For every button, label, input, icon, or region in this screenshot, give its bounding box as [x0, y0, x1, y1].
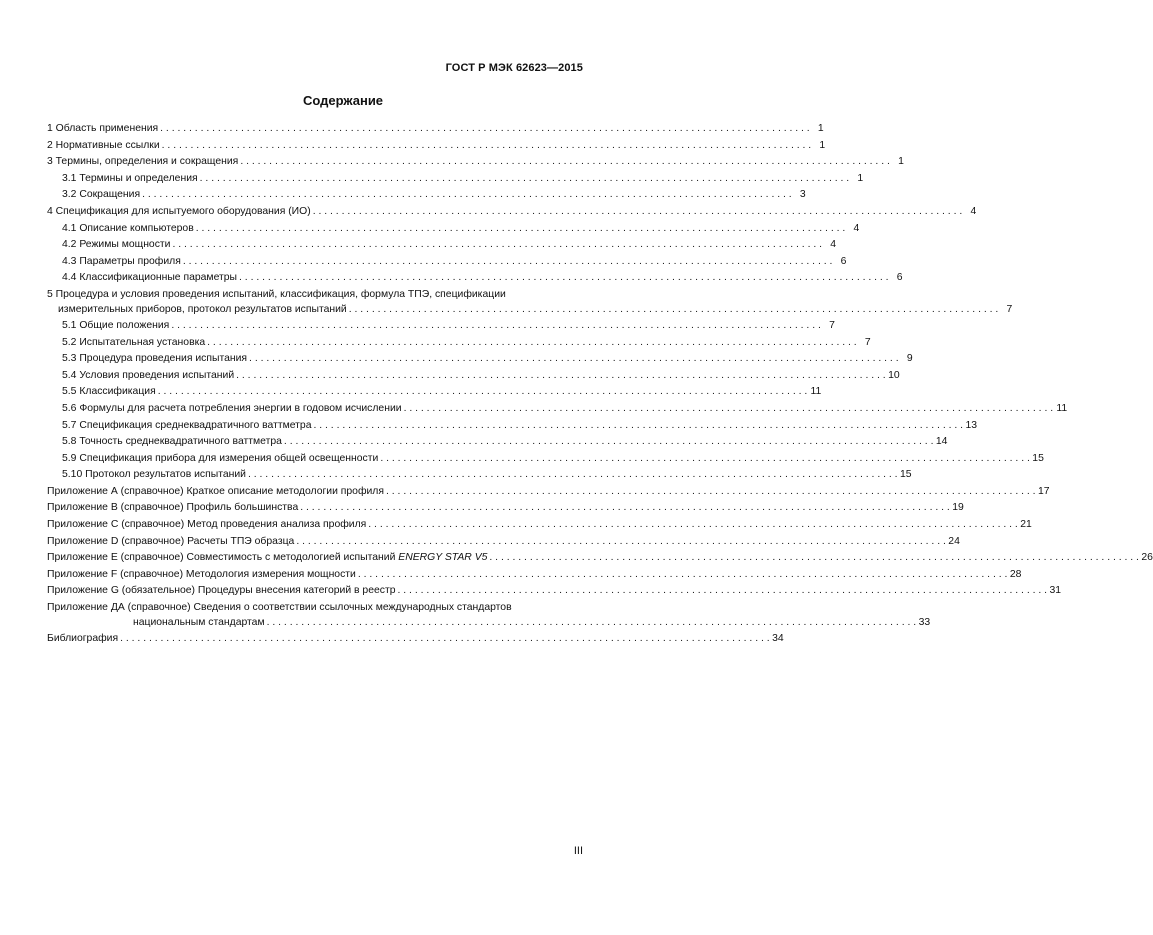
toc-entry-page: 11	[810, 386, 822, 398]
toc-entry-label: Приложение В (справочное) Профиль большинства	[47, 502, 299, 514]
leader-dots	[162, 138, 812, 155]
toc-entry-label: 5.4 Условия проведения испытаний	[62, 369, 235, 381]
toc-entry[interactable]	[47, 550, 1153, 567]
toc-entry[interactable]	[47, 171, 864, 188]
toc-entry[interactable]	[47, 467, 912, 484]
toc-entry-label: Приложение D (справочное) Расчеты ТПЭ образца	[47, 535, 295, 547]
toc-entry-page: 34	[772, 633, 784, 645]
toc-entry-label: 4.3 Параметры профиля	[62, 255, 181, 267]
toc-entry-label: Приложение G (обязательное) Процедуры внесения категорий в реестр	[47, 585, 396, 597]
toc-entry-label: 2 Нормативные ссылки	[47, 139, 160, 151]
toc-entry[interactable]	[47, 418, 978, 435]
toc-entry[interactable]	[47, 517, 1032, 534]
toc-entry-label-text: Приложение Е (справочное) Совместимость с методологией испытаний	[47, 552, 396, 564]
toc-entry-label	[47, 550, 487, 567]
leader-dots	[380, 451, 1030, 468]
toc-entry[interactable]	[47, 434, 948, 451]
leader-dots	[249, 351, 899, 368]
toc-entry-label: 5.2 Испытательная установка	[62, 336, 206, 348]
leader-dots	[368, 517, 1018, 534]
toc-entry-label: 1 Область применения	[47, 123, 159, 134]
leader-dots	[296, 534, 946, 551]
toc-entry[interactable]	[47, 270, 903, 287]
toc-entry-label: Приложение F (справочное) Методология измерения мощности	[47, 568, 356, 580]
toc-entry-page: 17	[1037, 485, 1050, 497]
toc-entry-page: 11	[1056, 402, 1068, 414]
leader-dots	[200, 171, 850, 188]
leader-dots	[172, 237, 822, 254]
toc-entry-page: 6	[896, 272, 903, 284]
toc-entry-page: 3	[799, 189, 806, 201]
leader-dots	[398, 583, 1048, 600]
toc-entry[interactable]	[47, 631, 784, 648]
toc-entry-label: Приложение А (справочное) Краткое описание методологии профиля	[47, 485, 384, 497]
toc-entry[interactable]	[47, 254, 847, 271]
leader-dots	[313, 418, 963, 435]
toc-entry[interactable]	[47, 287, 1013, 318]
toc-entry-page: 31	[1049, 585, 1062, 597]
toc-entry-page: 1	[819, 139, 826, 151]
toc-entry-label: 5.1 Общие положения	[62, 319, 170, 331]
toc-entry[interactable]	[47, 351, 913, 368]
toc-entry-page: 4	[853, 222, 860, 234]
toc-entry-label: 5.5 Классификация	[62, 386, 156, 398]
toc-entry-label-line2: измерительных приборов, протокол результатов испытаний	[58, 303, 347, 315]
toc-entry-page: 4	[970, 205, 977, 217]
toc-entry-page: 7	[1006, 303, 1013, 315]
toc-entry[interactable]	[47, 583, 1062, 600]
toc-entry[interactable]	[47, 204, 977, 221]
leader-dots	[239, 270, 889, 287]
leader-dots	[284, 434, 934, 451]
toc-entry-label: 5.9 Спецификация прибора для измерения общей освещенности	[62, 452, 379, 464]
toc-entry-page: 15	[899, 469, 912, 481]
toc-entry-page: 1	[817, 123, 824, 134]
toc-entry-page: 7	[864, 336, 871, 348]
toc-entry[interactable]	[47, 121, 824, 138]
toc-entry-label: 5.3 Процедура проведения испытания	[62, 353, 248, 365]
standard-code: ГОСТ Р МЭК 62623—2015	[445, 62, 583, 74]
toc-entry-page: 4	[830, 239, 837, 251]
toc-entry-page: 26	[1141, 552, 1153, 564]
toc-entry-page: 10	[888, 369, 900, 381]
leader-dots	[160, 121, 810, 138]
toc-entry[interactable]	[47, 154, 904, 171]
toc-entry-page: 28	[1009, 568, 1022, 580]
toc-title: Содержание	[302, 93, 384, 108]
leader-dots	[248, 467, 898, 484]
toc-entry[interactable]	[47, 384, 822, 401]
toc-entry[interactable]	[47, 138, 826, 155]
toc-entry[interactable]	[47, 401, 1068, 418]
toc-entry-label: 3 Термины, определения и сокращения	[47, 156, 239, 168]
leader-dots	[489, 550, 1139, 567]
toc-entry[interactable]	[47, 187, 806, 204]
toc-entry-page: 1	[857, 172, 864, 184]
toc-entry-page: 9	[906, 353, 913, 365]
toc-entry-page: 19	[952, 502, 964, 514]
leader-dots	[158, 384, 808, 401]
toc-entry-label: 4.1 Описание компьютеров	[62, 222, 194, 234]
toc-entry[interactable]	[47, 335, 871, 352]
toc-entry-label: Приложение С (справочное) Метод проведения анализа профиля	[47, 519, 367, 531]
leader-dots	[313, 204, 963, 221]
leader-dots	[240, 154, 890, 171]
leader-dots	[120, 631, 770, 648]
toc-entry-label-line2: национальным стандартам	[133, 617, 265, 629]
leader-dots	[142, 187, 792, 204]
toc-entry[interactable]	[47, 318, 835, 335]
page-number: III	[573, 845, 583, 857]
toc-entry[interactable]	[47, 600, 931, 631]
toc-entry-label: 5.8 Точность среднеквадратичного ваттметра	[62, 436, 282, 448]
toc-entry-label: 4.2 Режимы мощности	[62, 239, 171, 251]
toc-entry-label-line1: Приложение ДА (справочное) Сведения о соответствии ссылочных международных стандартов	[47, 602, 512, 614]
leader-dots	[404, 401, 1054, 418]
toc-entry[interactable]	[47, 221, 860, 238]
toc-entry-page: 13	[965, 419, 978, 431]
toc-entry-page: 15	[1032, 452, 1044, 464]
toc-entry-page: 21	[1020, 519, 1032, 531]
toc-entry[interactable]	[47, 484, 1050, 501]
leader-dots	[386, 484, 1036, 501]
toc-entry[interactable]	[47, 237, 837, 254]
toc-entry[interactable]	[47, 368, 900, 385]
leader-dots	[358, 567, 1008, 584]
toc-entry[interactable]	[47, 534, 960, 551]
toc-entry-label-italic: ENERGY STAR V5	[398, 552, 488, 564]
toc-entry-page: 14	[935, 436, 948, 448]
leader-dots	[183, 254, 833, 271]
toc-entry-label: 5.6 Формулы для расчета потребления энергии в годовом исчислении	[62, 402, 402, 414]
toc-entry-page: 24	[948, 535, 960, 547]
leader-dots	[171, 318, 821, 335]
toc-entry-label: 5.10 Протокол результатов испытаний	[62, 469, 246, 481]
toc-entry-label: 4 Спецификация для испытуемого оборудования (ИО)	[47, 205, 311, 217]
toc-entry-label: 3.1 Термины и определения	[62, 172, 198, 184]
leader-dots	[300, 500, 950, 517]
toc-entry-page: 1	[898, 156, 904, 168]
leader-dots	[236, 368, 886, 385]
leader-dots	[267, 615, 917, 631]
toc-entry-page: 6	[840, 255, 847, 267]
toc-entry-label-line1: 5 Процедура и условия проведения испытаний, классификация, формула ТПЭ, спецификации	[47, 288, 506, 300]
toc-entry-label: Библиография	[47, 633, 119, 645]
toc-entry-label: 3.2 Сокращения	[62, 189, 141, 201]
table-of-contents	[47, 121, 1153, 648]
leader-dots	[207, 335, 857, 352]
toc-entry-page: 7	[829, 319, 835, 331]
toc-entry-label: 5.7 Спецификация среднеквадратичного ваттметра	[62, 419, 312, 431]
leader-dots	[349, 302, 999, 318]
leader-dots	[196, 221, 846, 238]
toc-entry-label: 4.4 Классификационные параметры	[62, 272, 238, 284]
toc-entry-page: 33	[918, 617, 931, 629]
toc-entry[interactable]	[47, 567, 1022, 584]
toc-entry[interactable]	[47, 451, 1044, 468]
toc-entry[interactable]	[47, 500, 964, 517]
